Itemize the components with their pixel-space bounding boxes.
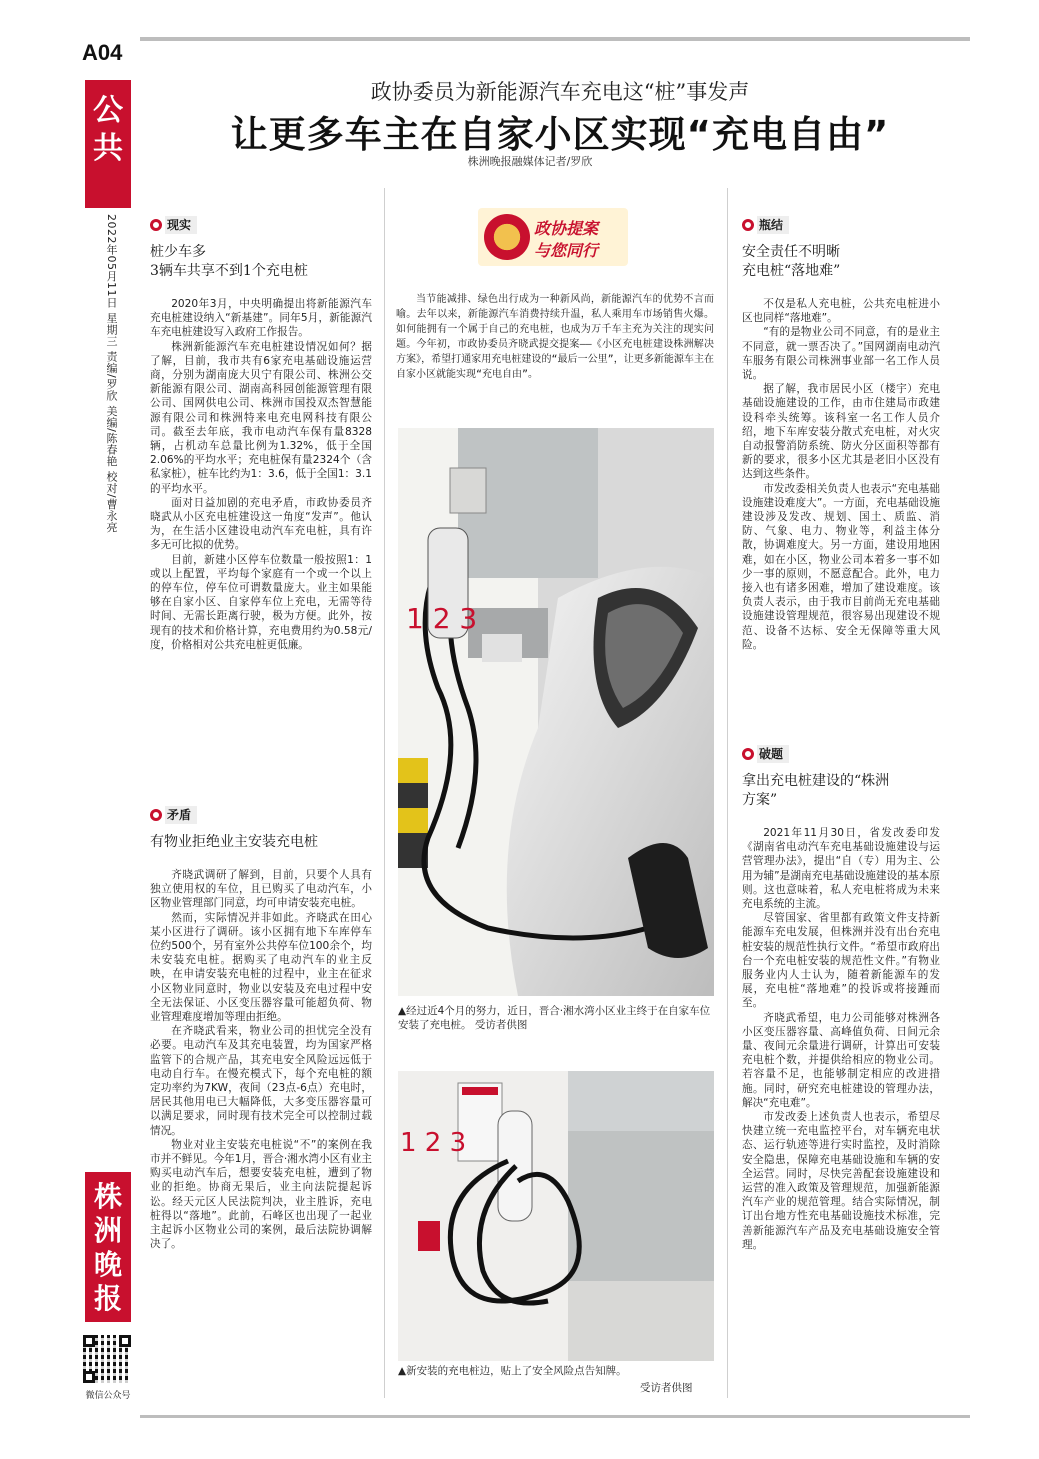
paragraph: 市发改委上述负责人也表示，希望尽快建立统一充电监控平台，对车辆充电状态、运行轨迹等进行实时监控，及时消除安全隐患，保障充电基础设施和车辆的安全运营。同时，尽快完善配套设施建设和运营的准入政策及管理规范，加强新能源汽车产业的规范管理。结合实际情况，制订出台地方性充电基础设施技术标准，完善新能源汽车产品及充电基础设施安全管理。	[742, 1111, 940, 1251]
paragraph: “有的是物业公司不同意，有的是业主不同意，就一票否决了。”国网湖南电动汽车服务有限公司株洲事业部一名工作人员说。	[742, 326, 940, 382]
brand-char-3: 晚	[93, 1248, 122, 1281]
section-conflict	[150, 804, 372, 1251]
top-rule	[140, 37, 970, 41]
photo1-caption: ▲经过近4个月的努力，近日，晋合·湘水湾小区业主终于在自家车位安装了充电桩。 受访者供图	[398, 1005, 711, 1031]
photo2-wall-numbers: 1 2 3	[400, 1128, 467, 1158]
intro-text	[396, 292, 714, 382]
paragraph: 在齐晓武看来，物业公司的担忧完全没有必要。电动汽车及其充电装置，均为国家严格监管下的合规产品，其充电安全风险远远低于电动自行车。在慢充模式下，每个充电桩的额定功率约为7KW，夜间（23点-6点）充电时，居民其他用电已大幅降低，大多变压器容量可以满足要求，同时现有技术完全可以控制过载情况。	[150, 1025, 372, 1137]
dateline: 2022年05月11日 星期三 责编/罗欣 美编/陈春艳 校对/曹永亮	[105, 214, 118, 533]
section-label: 破题	[757, 745, 789, 763]
column-divider	[384, 188, 385, 1398]
intro-paragraph: 当节能减排、绿色出行成为一种新风尚，新能源汽车的优势不言而喻。去年以来，新能源汽车消费持续升温，私人乘用车市场销售火爆。如何能拥有一个属于自己的充电桩，也成为万千车主充为关注的现实问题。今年初，市政协委员齐晓武提交提案——《小区充电桩建设株洲解决方案》，希望打通家用充电桩建设的“最后一公里”，让更多新能源车主在自家小区就能实现“充电自由”。	[396, 294, 714, 380]
paragraph: 株洲新能源汽车充电桩建设情况如何？据了解，目前，我市共有6家充电基础设施运营商，分别为湖南庞大贝宁有限公司、株洲公交新能源有限公司、湖南高科园创能源管理有限公司、国网供电公司、株洲市国投双杰智慧能源有限公司和株洲特来电充电网科技有限公司。截至去年底，我市电动汽车保有量8328辆，占机动车总量比例为1.32%，低于全国2.06%的平均水平；充电桩保有量2324个（含私家桩），桩车比约为1：3.6，低于全国1：3.1的平均水平。	[150, 340, 372, 495]
paragraph: 面对日益加剧的充电矛盾，市政协委员齐晓武从小区充电桩建设这一角度“发声”。他认为，在生活小区建设电动汽车充电桩，具有许多无可比拟的优势。	[150, 496, 372, 552]
headline: 让更多车主在自家小区实现“充电自由”	[230, 113, 890, 156]
section-label: 矛盾	[165, 806, 197, 824]
section-body	[150, 297, 372, 652]
paragraph: 齐晓武希望，电力公司能够对株洲各小区变压器容量、高峰值负荷、日间元余量、夜间元余量进行调研，计算出可安装充电桩个数，并提供给相应的物业公司。若容量不足，也能够制定相应的改进措施。同时，研究充电桩建设的管理办法，解决“充电难”。	[742, 1011, 940, 1109]
section-heading: 有物业拒绝业主安装充电桩	[150, 834, 318, 850]
section-bullet-icon	[150, 809, 162, 821]
paragraph: 2021年11月30日，省发改委印发《湖南省电动汽车充电基础设施建设与运营管理办法》，提出“自（专）用为主、公用为辅”是湖南充电基础设施建设的基本原则。这也意味着，私人充电桩将成为未来充电系统的主流。	[742, 827, 940, 911]
paragraph: 2020年3月，中央明确提出将新能源汽车充电桩建设纳入“新基建”。同年5月，新能源汽车充电桩建设写入政府工作报告。	[150, 298, 372, 339]
section-heading: 充电桩“落地难”	[742, 263, 841, 279]
kicker: 政协委员为新能源汽车充电这“桩”事发声	[370, 80, 750, 104]
section-solution	[742, 743, 940, 1252]
column-divider	[727, 188, 728, 1398]
section-heading: 3辆车共享不到1个充电桩	[150, 263, 308, 279]
section-label: 现实	[165, 216, 197, 234]
photo1-wall-numbers: 1 2 3	[406, 602, 478, 635]
logo-line-1: 政协提案	[534, 219, 599, 238]
paragraph: 物业对业主安装充电桩说“不”的案例在我市并不鲜见。今年1月，晋合·湘水湾小区有业主购买电动汽车后，想要安装充电桩，遭到了物业的拒绝。协商无果后，业主向法院提起诉讼。经天元区人民法院判决，业主胜诉，充电桩得以“落地”。此前，石峰区也出现了一起业主起诉小区物业公司的案例，最后法院协调解决了。	[150, 1138, 372, 1251]
paragraph: 然而，实际情况并非如此。齐晓武在田心某小区进行了调研。该小区拥有地下车库停车位约500个，另有室外公共停车位100余个，均未安装充电桩。据购买了电动汽车的业主反映，在申请安装充电桩的过程中，业主在征求小区物业同意时，物业以安装及充电过程中安全无法保证、小区变压器容量可能超负荷、物业管理难度增加等理由拒绝。	[150, 911, 372, 1024]
paragraph: 尽管国家、省里都有政策文件支持新能源车充电发展，但株洲并没有出台充电桩安装的规范性执行文件。“希望市政府出台一个充电桩安装的规范性文件。”有物业服务业内人士认为，随着新能源车的发展，充电桩“落地难”的投诉或将接踵而至。	[742, 912, 940, 1010]
photo2-caption: ▲新安装的充电桩边，贴上了安全风险点告知牌。	[398, 1365, 627, 1377]
qr-label: 微信公众号	[85, 1391, 131, 1401]
paragraph: 市发改委相关负责人也表示“充电基础设施建设难度大”。一方面，充电基础设施建设涉及发改、规划、国土、质监、消防、气象、电力、物业等，利益主体分散，协调难度大。另一方面，建设用地困难，如在小区，物业公司本着多一事不如少一事的原则，不愿意配合。此外，电力接入也有诸多困难，增加了建设难度。该负责人表示，由于我市目前尚无充电基础设施建设管理规范，很容易出现建设不规范、设备不达标、安全无保障等重大风险。	[742, 482, 940, 651]
channel-badge	[85, 80, 131, 208]
photo-charger-wall	[398, 1071, 714, 1361]
section-heading: 方案”	[742, 792, 778, 808]
logo-line-2: 与您同行	[534, 241, 599, 260]
section-heading: 拿出充电桩建设的“株洲	[742, 773, 890, 789]
bottom-rule	[140, 1415, 970, 1418]
qr-code-icon	[83, 1335, 131, 1383]
paragraph: 齐晓武调研了解到，目前，只要个人具有独立使用权的车位，且已购买了电动汽车，小区物业管理部门同意，均可申请安装充电桩。	[150, 869, 372, 910]
photo2-credit: 受访者供图	[640, 1382, 693, 1394]
paragraph: 目前，新建小区停车位数量一般按照1：1或以上配置，平均每个家庭有一个或一个以上的停车位，停车位可谓数量庞大。业主如果能够在自家小区、自家停车位上充电，无需等待时间、无需长距离行驶，极为方便。此外，按现有的技术和价格计算，充电费用约为0.58元/度，价格相对公共充电桩更低廉。	[150, 553, 372, 651]
channel-char-1: 公	[93, 93, 123, 128]
page-number: A04	[82, 40, 123, 65]
section-bullet-icon	[742, 748, 754, 760]
section-bullet-icon	[150, 219, 162, 231]
newspaper-logo	[85, 1172, 131, 1322]
channel-char-2: 共	[93, 131, 123, 166]
byline: 株洲晚报融媒体记者/罗欣	[467, 155, 593, 168]
section-reality	[150, 214, 372, 652]
section-body	[150, 868, 372, 1251]
cppcc-emblem-icon	[484, 214, 530, 260]
section-heading: 安全责任不明晰	[742, 244, 840, 260]
section-bullet-icon	[742, 219, 754, 231]
paragraph: 不仅是私人充电桩，公共充电桩进小区也同样“落地难”。	[742, 298, 940, 325]
section-heading: 桩少车多	[150, 244, 206, 260]
brand-char-2: 洲	[93, 1214, 122, 1247]
photo-charging-car	[398, 428, 714, 996]
section-label: 瓶结	[757, 216, 789, 234]
brand-char-1: 株	[93, 1180, 122, 1213]
brand-char-4: 报	[93, 1282, 122, 1315]
section-body	[742, 826, 940, 1252]
column-logo	[478, 208, 628, 266]
paragraph: 据了解，我市居民小区（楼宇）充电基础设施建设的工作，由市住建局市政建设科牵头统筹。该科室一名工作人员介绍，地下车库安装分散式充电桩，对火灾自动报警消防系统、防火分区面积等都有新的要求，很多小区尤其是老旧小区没有达到这些条件。	[742, 383, 940, 481]
section-body	[742, 297, 940, 652]
section-bottleneck	[742, 214, 940, 652]
